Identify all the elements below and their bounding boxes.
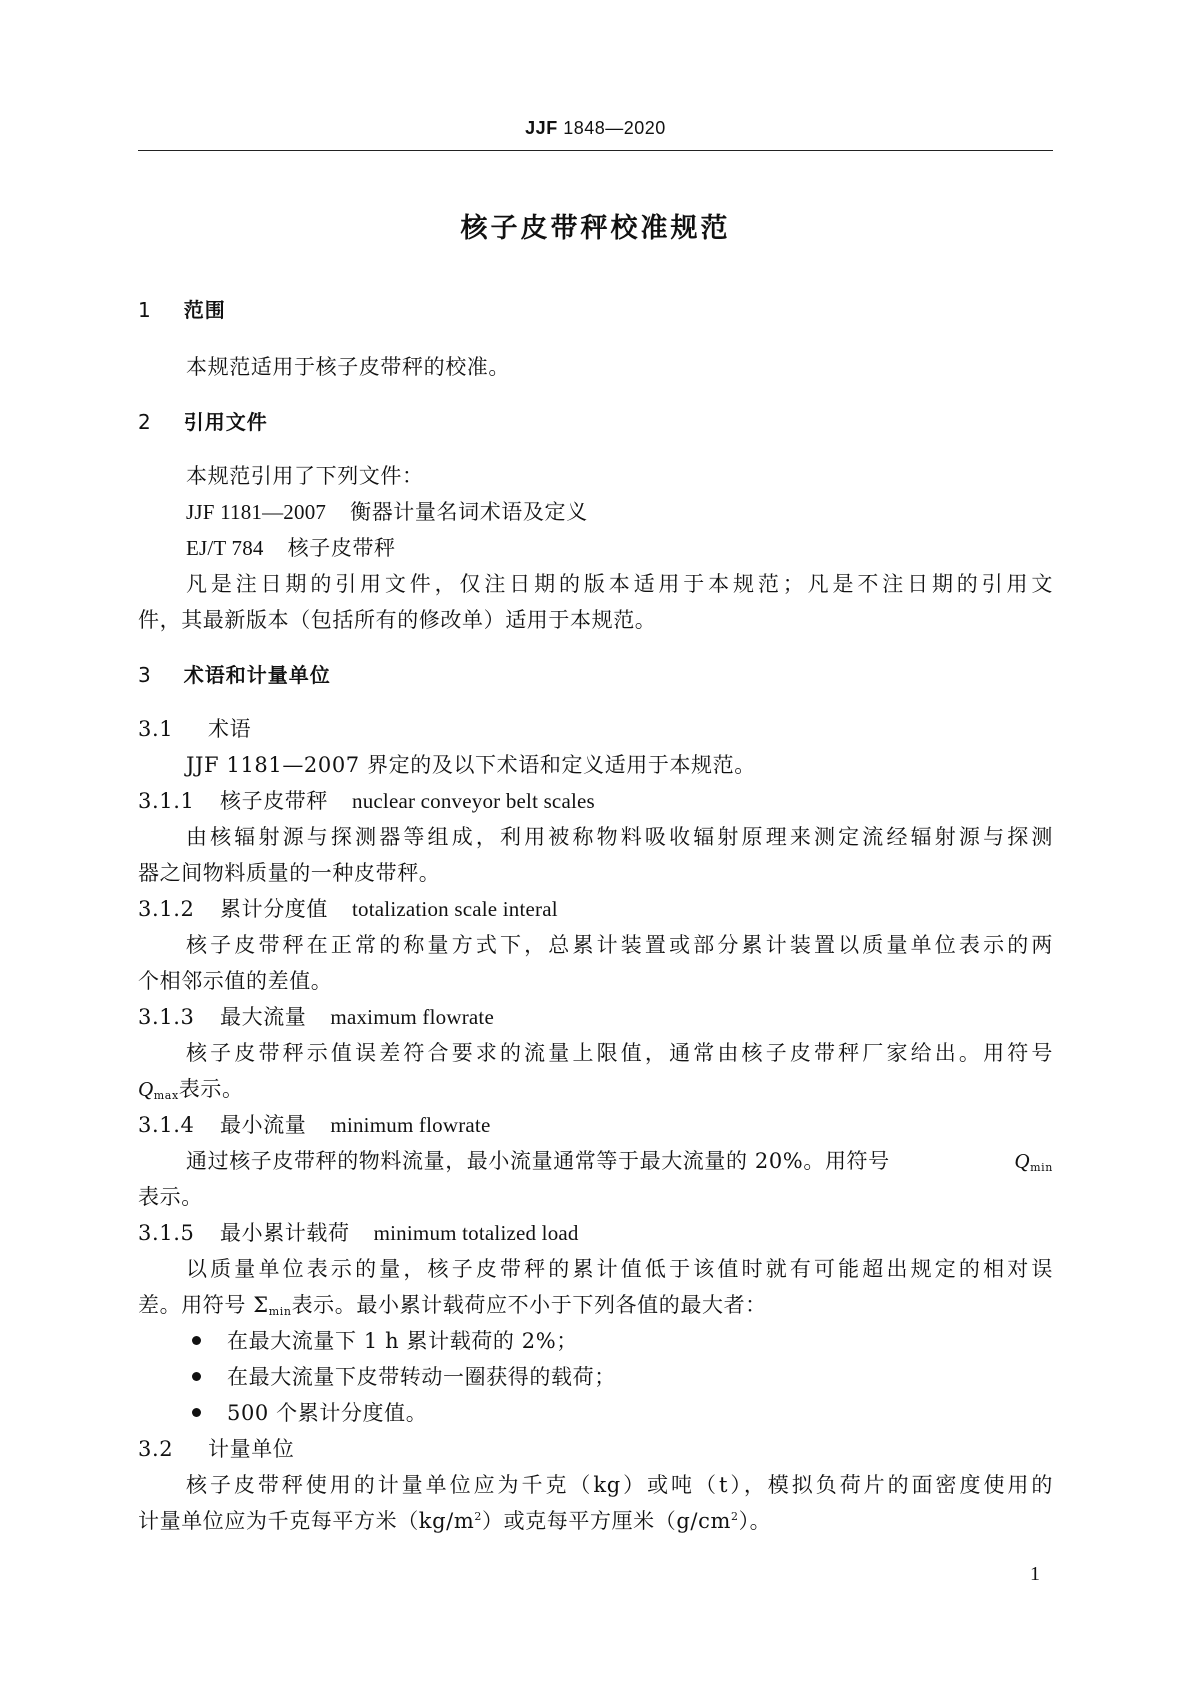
term-3-1-3-line-2: $Q_{max}$表示。 [138, 1077, 244, 1102]
subsection-3-2-line-1: 核子皮带秤使用的计量单位应为千克（kg）或吨（t），模拟负荷片的面密度使用的 [186, 1473, 1053, 1497]
term-3-1-1-line-2: 器之间物料质量的一种皮带秤。 [138, 861, 441, 885]
document-title: 核子皮带秤校准规范 [460, 213, 731, 244]
term-3-1-2-line-2: 个相邻示值的差值。 [138, 969, 333, 993]
subsection-3-1-paragraph: JJF 1181—2007 界定的及以下术语和定义适用于本规范。 [186, 753, 756, 777]
term-3-1-4-line-1: 通过核子皮带秤的物料流量，最小流量通常等于最大流量的 20%。用符号 $Q_{min}$ [186, 1149, 1053, 1174]
section-1-heading: 1 范围 [138, 298, 226, 322]
header-number: 1848—2020 [563, 118, 666, 138]
term-3-1-1-line-1: 由核辐射源与探测器等组成，利用被称物料吸收辐射原理来测定流经辐射源与探测 [186, 825, 1053, 849]
term-3-1-5-line-1: 以质量单位表示的量，核子皮带秤的累计值低于该值时就有可能超出规定的相对误 [186, 1257, 1053, 1281]
header-rule [138, 150, 1053, 151]
list-item: 在最大流量下皮带转动一圈获得的载荷； [192, 1367, 616, 1388]
term-3-1-5-line-2: 差。用符号 $\Sigma_{min}$表示。最小累计载荷应不小于下列各值的最大者： [138, 1293, 767, 1318]
term-3-1-5-heading: 3.1.5 最小累计载荷 minimum totalized load [138, 1221, 579, 1245]
subsection-3-2-line-2: 计量单位应为千克每平方米$(kg/m^2)$或克每平方厘米$(g/cm^2)$。 [138, 1509, 772, 1533]
running-header [0, 118, 1191, 139]
subsection-3-2-heading: 3.2 计量单位 [138, 1437, 295, 1461]
symbol-q: Q [138, 1077, 154, 1101]
section-2-intro: 本规范引用了下列文件： [186, 464, 424, 488]
header-code: JJF [525, 118, 558, 138]
bullet-icon [192, 1336, 201, 1345]
reference-2: EJ/T 784 核子皮带秤 [186, 536, 396, 560]
section-3-heading: 3 术语和计量单位 [138, 663, 331, 687]
term-3-1-4-heading: 3.1.4 最小流量 minimum flowrate [138, 1113, 491, 1137]
bullet-icon [192, 1372, 201, 1381]
section-2-heading: 2 引用文件 [138, 410, 268, 434]
section-1-paragraph: 本规范适用于核子皮带秤的校准。 [186, 355, 510, 379]
subsection-3-1-heading: 3.1 术语 [138, 717, 252, 741]
page-number: 1 [1030, 1563, 1040, 1585]
section-2-note-line-1: 凡是注日期的引用文件，仅注日期的版本适用于本规范；凡是不注日期的引用文 [186, 572, 1053, 596]
list-item: 500 个累计分度值。 [192, 1403, 427, 1424]
term-3-1-3-heading: 3.1.3 最大流量 maximum flowrate [138, 1005, 494, 1029]
term-3-1-2-line-1: 核子皮带秤在正常的称量方式下，总累计装置或部分累计装置以质量单位表示的两 [186, 933, 1053, 957]
section-2-note-line-2: 件，其最新版本（包括所有的修改单）适用于本规范。 [138, 608, 657, 632]
reference-1: JJF 1181—2007 衡器计量名词术语及定义 [186, 500, 588, 524]
term-3-1-4-line-2: 表示。 [138, 1185, 203, 1209]
term-3-1-1-heading: 3.1.1 核子皮带秤 nuclear conveyor belt scales [138, 789, 595, 813]
term-3-1-3-line-1: 核子皮带秤示值误差符合要求的流量上限值，通常由核子皮带秤厂家给出。用符号 [186, 1041, 1053, 1065]
term-3-1-2-heading: 3.1.2 累计分度值 totalization scale interal [138, 897, 558, 921]
list-item: 在最大流量下 1 h 累计载荷的 2%； [192, 1331, 578, 1352]
symbol-q: Q [1014, 1149, 1031, 1173]
bullet-icon [192, 1408, 201, 1417]
